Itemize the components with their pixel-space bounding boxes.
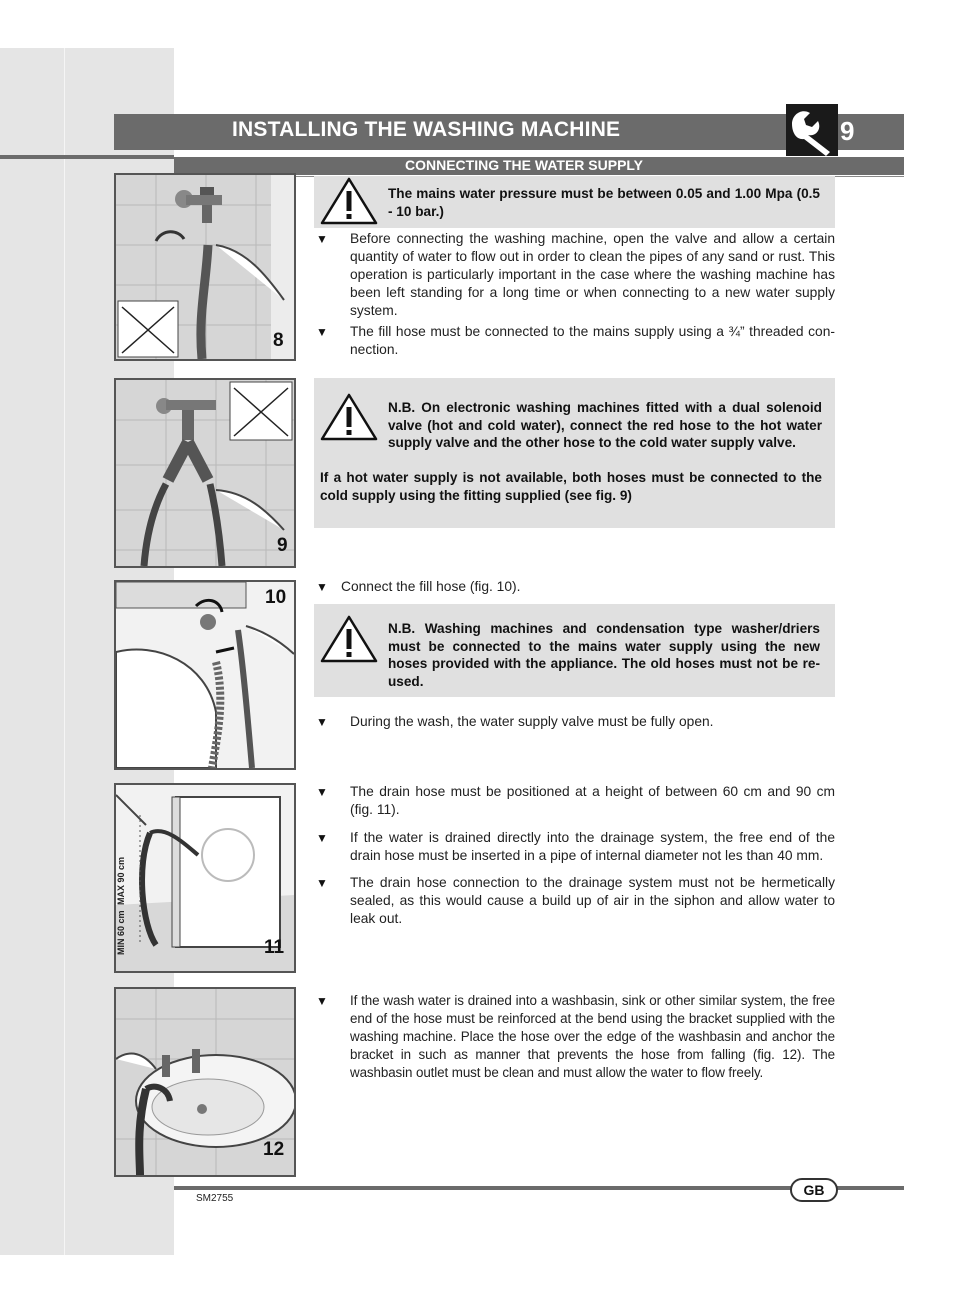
figure-8 (114, 173, 296, 361)
bullet-marker: ▼ (316, 831, 328, 845)
figure-number: 9 (277, 535, 288, 556)
warning-text: N.B. On electronic washing machines fitted with a dual solenoid valve (hot and cold water), connect the red hose to the hot water supply valve and the other hose to the cold water supply valve. (388, 400, 822, 451)
bullet-marker: ▼ (316, 580, 328, 594)
bullet-text: The drain hose must be positioned at a height of between 60 cm and 90 cm (fig. 11). (350, 784, 835, 817)
warning-text: N.B. Washing machines and condensation type washer/driers must be connected to the mains water supply using the new hoses provided with the appliance. The old hoses must not be re-used. (388, 621, 820, 689)
page-number: 9 (840, 116, 855, 146)
figure-number: 12 (263, 1139, 285, 1160)
bullet-text: The fill hose must be connected to the mains supply using a ¾” threaded con-nection. (350, 324, 835, 357)
bullet-marker: ▼ (316, 994, 328, 1008)
warning-icon (320, 393, 378, 446)
figure-9 (114, 378, 296, 568)
label-min (116, 935, 126, 955)
figure-number: 11 (264, 937, 285, 958)
figure-number: 10 (265, 587, 287, 608)
page-title: INSTALLING THE WASHING MACHINE (232, 118, 621, 141)
bullet-text: The drain hose connection to the drainage system must not be hermetically sealed, as this would cause a build up of air in the siphon and allow water to leak out. (350, 875, 835, 926)
language-badge: GB (790, 1178, 838, 1202)
document-code: SM2755 (196, 1193, 234, 1204)
section-subtitle: CONNECTING THE WATER SUPPLY (405, 157, 644, 173)
warning-icon (320, 177, 378, 230)
bullet-text: If the water is drained directly into the drainage system, the free end of the drain hose must be inserted in a pipe of internal diameter not les than 40 mm. (350, 830, 835, 863)
bullet-text: During the wash, the water supply valve must be fully open. (350, 714, 714, 729)
header-rule (0, 155, 174, 159)
wrench-icon (786, 104, 838, 156)
bullet-text: If the wash water is drained into a washbasin, sink or other similar system, the free end of the hose must be reinforced at the bend using the bracket supplied with the washing machine. Place the hose over the edge of the washbasin and anchor the bracket in such as manner that prevents the hose from falling (fig. 12). The washbasin outlet must be clean and must allow the water to flow freely. (350, 993, 835, 1080)
bullet-marker: ▼ (316, 232, 328, 246)
label-max (116, 885, 126, 905)
bullet-text: Before connecting the washing machine, open the valve and allow a certain quantity of water to flow out in order to clean the pipes of any sand or rust. This operation is particularly important in the case where the washing machine has been left standing for a long time or when connecting to a new water supply system. (350, 231, 835, 318)
warning-text: If a hot water supply is not available, both hoses must be connected to the cold supply using the fitting supplied (see fig. 9) (320, 470, 822, 503)
bullet-marker: ▼ (316, 876, 328, 890)
warning-icon (320, 615, 378, 668)
figure-number: 8 (273, 330, 284, 351)
warning-text: The mains water pressure must be between 0.05 and 1.00 Mpa (0.5 - 10 bar.) (388, 186, 820, 219)
bullet-marker: ▼ (316, 715, 328, 729)
bullet-marker: ▼ (316, 785, 328, 799)
bullet-marker: ▼ (316, 325, 328, 339)
bullet-text: Connect the fill hose (fig. 10). (341, 579, 521, 594)
sidebar-divider (64, 48, 65, 1255)
